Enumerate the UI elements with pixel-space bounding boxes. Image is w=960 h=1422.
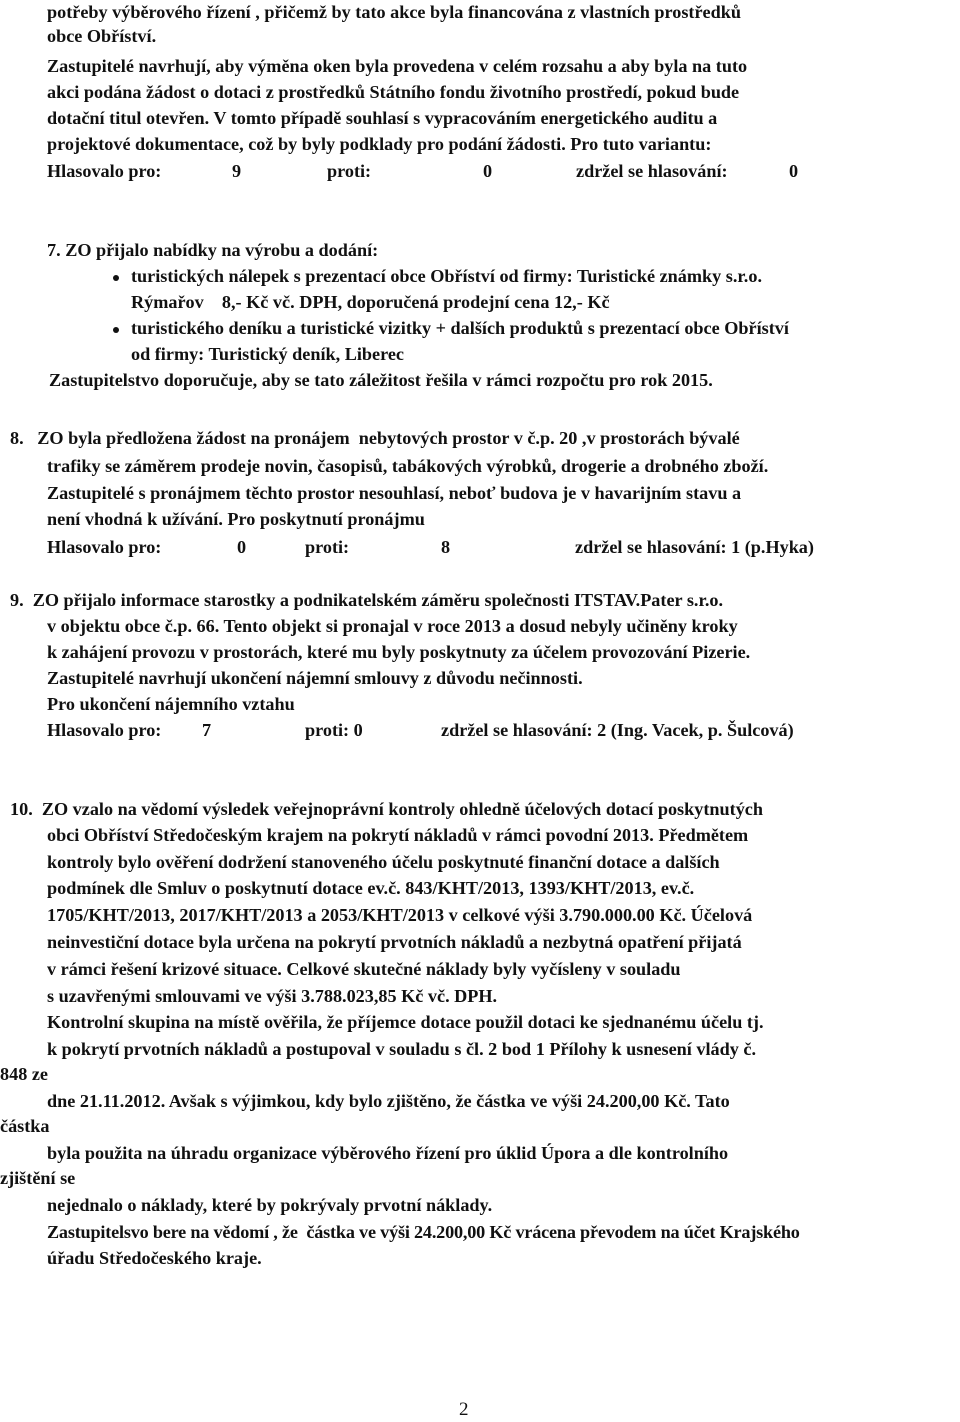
bullet-icon (113, 327, 119, 333)
vote-for-value: 7 (202, 720, 212, 740)
paragraph-line: potřeby výběrového řízení , přičemž by tato akce byla financována z vlastních prostředků (47, 2, 741, 22)
paragraph-line: obce Obříství. (47, 26, 157, 46)
vote-against-value: 0 (483, 161, 493, 181)
paragraph-line: k zahájení provozu v prostorách, které mu byly poskytnuty za účelem provozování Pizerie. (47, 642, 751, 662)
paragraph-line: Kontrolní skupina na místě ověřila, že příjemce dotace použil dotaci ke sjednanému účelu tj. (47, 1012, 764, 1032)
vote-abstain-label: zdržel se hlasování: (576, 161, 728, 181)
paragraph-line: Zastupitelsvo bere na vědomí , že částka ve výši 24.200,00 Kč vrácena převodem na účet Krajského (47, 1222, 800, 1242)
vote-abstain: zdržel se hlasování: 2 (Ing. Vacek, p. Šulcová) (441, 720, 794, 740)
vote-for-value: 9 (232, 161, 242, 181)
vote-for-label: Hlasovalo pro: (47, 537, 162, 557)
paragraph-line: obci Obříství Středočeským krajem na pokrytí nákladů v rámci povodní 2013. Předmětem (47, 825, 749, 845)
paragraph-line: není vhodná k užívání. Pro poskytnutí pronájmu (47, 509, 425, 529)
vote-abstain-value: 0 (789, 161, 799, 181)
item-9-heading: 9. ZO přijalo informace starostky a podnikatelském záměru společnosti ITSTAV.Pater s.r.o. (10, 590, 724, 610)
paragraph-line: projektové dokumentace, což by byly podklady pro podání žádosti. Pro tuto variantu: (47, 134, 712, 154)
paragraph-line: neinvestiční dotace byla určena na pokrytí prvotních nákladů a nezbytná opatření přijatá (47, 932, 742, 952)
vote-for-label: Hlasovalo pro: (47, 161, 162, 181)
paragraph-line: zjištění se (0, 1168, 76, 1188)
paragraph-line: Zastupitelé navrhují, aby výměna oken byla provedena v celém rozsahu a aby byla na tuto (47, 56, 748, 76)
item-10-heading: 10. ZO vzalo na vědomí výsledek veřejnoprávní kontroly ohledně účelových dotací poskytnutých (10, 799, 763, 819)
vote-for-label: Hlasovalo pro: (47, 720, 162, 740)
vote-for-value: 0 (237, 537, 247, 557)
list-item: turistického deníku a turistické vizitky + dalších produktů s prezentací obce Obříství (131, 318, 789, 338)
paragraph-line: dotační titul otevřen. V tomto případě souhlasí s vypracováním energetického auditu a (47, 108, 718, 128)
list-item-continuation: Rýmařov 8,- Kč vč. DPH, doporučená prodejní cena 12,- Kč (131, 292, 610, 312)
vote-against-label: proti: (305, 537, 350, 557)
paragraph-line: s uzavřenými smlouvami ve výši 3.788.023,85 Kč vč. DPH. (47, 986, 498, 1006)
paragraph-line: v rámci řešení krizové situace. Celkové skutečné náklady byly vyčísleny v souladu (47, 959, 681, 979)
list-item: turistických nálepek s prezentací obce Obříství od firmy: Turistické známky s.r.o. (131, 266, 762, 286)
paragraph-line: 848 ze (0, 1064, 48, 1084)
item-8-heading: 8. ZO byla předložena žádost na pronájem nebytových prostor v č.p. 20 ,v prostorách bývalé (10, 428, 740, 448)
paragraph-line: akci podána žádost o dotaci z prostředků Státního fondu životního prostředí, pokud bude (47, 82, 740, 102)
page-number: 2 (459, 1399, 469, 1420)
vote-abstain: zdržel se hlasování: 1 (p.Hyka) (575, 537, 814, 557)
paragraph-line: částka (0, 1116, 50, 1136)
paragraph-line: Pro ukončení nájemního vztahu (47, 694, 295, 714)
paragraph-line: podmínek dle Smluv o poskytnutí dotace ev.č. 843/KHT/2013, 1393/KHT/2013, ev.č. (47, 878, 695, 898)
paragraph-line: byla použita na úhradu organizace výběrového řízení pro úklid Úpora a dle kontrolního (47, 1143, 729, 1163)
paragraph-line: dne 21.11.2012. Avšak s výjimkou, kdy bylo zjištěno, že částka ve výši 24.200,00 Kč. Tato (47, 1091, 730, 1111)
paragraph-line: Zastupitelé navrhují ukončení nájemní smlouvy z důvodu nečinnosti. (47, 668, 583, 688)
paragraph-line: nejednalo o náklady, které by pokrývaly prvotní náklady. (47, 1195, 493, 1215)
vote-against: proti: 0 (305, 720, 363, 740)
paragraph-line: k pokrytí prvotních nákladů a postupoval v souladu s čl. 2 bod 1 Přílohy k usnesení vlády č. (47, 1039, 756, 1059)
vote-against-label: proti: (327, 161, 372, 181)
vote-against-value: 8 (441, 537, 451, 557)
paragraph-line: v objektu obce č.p. 66. Tento objekt si pronajal v roce 2013 a dosud nebyly učiněny kroky (47, 616, 738, 636)
item-7-heading: 7. ZO přijalo nabídky na výrobu a dodání: (47, 240, 379, 260)
paragraph-line: Zastupitelé s pronájmem těchto prostor nesouhlasí, neboť budova je v havarijním stavu a (47, 483, 742, 503)
item-7-footer: Zastupitelstvo doporučuje, aby se tato záležitost řešila v rámci rozpočtu pro rok 2015. (49, 370, 713, 390)
paragraph-line: kontroly bylo ověření dodržení stanoveného účelu poskytnuté finanční dotace a dalších (47, 852, 720, 872)
bullet-icon (113, 275, 119, 281)
paragraph-line: 1705/KHT/2013, 2017/KHT/2013 a 2053/KHT/2013 v celkové výši 3.790.000.00 Kč. Účelová (47, 905, 753, 925)
paragraph-line: trafiky se záměrem prodeje novin, časopisů, tabákových výrobků, drogerie a drobného zboží. (47, 456, 769, 476)
list-item-continuation: od firmy: Turistický deník, Liberec (131, 344, 404, 364)
paragraph-line: úřadu Středočeského kraje. (47, 1248, 262, 1268)
